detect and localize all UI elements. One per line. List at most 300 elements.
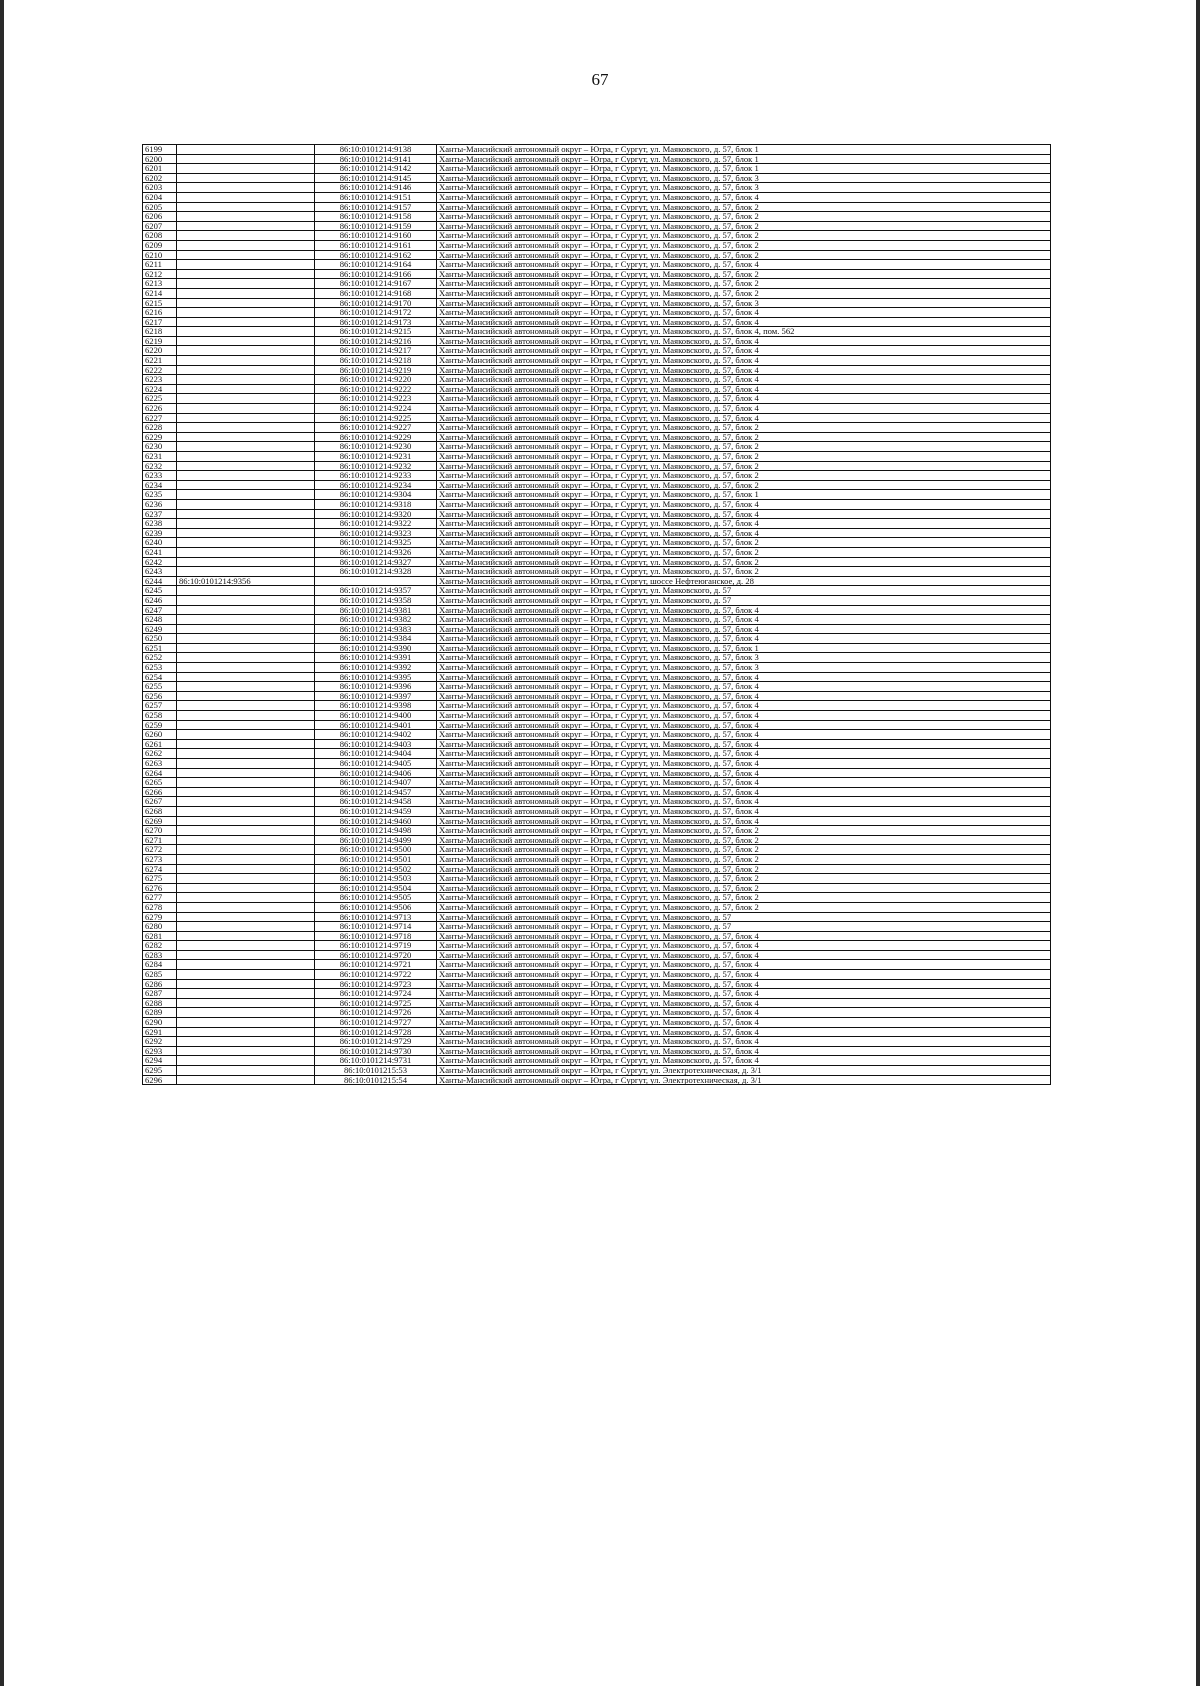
address-cell: Ханты-Мансийский автономный округ – Югра, г Сургут, ул. Маяковского, д. 57, блок 4: [437, 346, 1051, 356]
table-row: [143, 212, 1051, 222]
parent-cadastral-number-cell: [177, 950, 315, 960]
parent-cadastral-number-cell: [177, 701, 315, 711]
table-row: [143, 509, 1051, 519]
cadastral-number-cell: 86:10:0101214:9320: [315, 509, 437, 519]
cadastral-number-cell: 86:10:0101214:9232: [315, 461, 437, 471]
cadastral-number-cell: 86:10:0101214:9730: [315, 1046, 437, 1056]
parent-cadastral-number-cell: [177, 931, 315, 941]
address-cell: Ханты-Мансийский автономный округ – Югра, г Сургут, ул. Маяковского, д. 57, блок 4: [437, 605, 1051, 615]
address-cell: Ханты-Мансийский автономный округ – Югра, г Сургут, ул. Маяковского, д. 57, блок 2: [437, 902, 1051, 912]
address-cell: Ханты-Мансийский автономный округ – Югра, г Сургут, ул. Маяковского, д. 57, блок 2: [437, 288, 1051, 298]
table-row: [143, 423, 1051, 433]
row-number-cell: 6265: [143, 778, 177, 788]
address-cell: Ханты-Мансийский автономный округ – Югра, г Сургут, ул. Маяковского, д. 57, блок 4: [437, 1008, 1051, 1018]
address-cell: Ханты-Мансийский автономный округ – Югра, г Сургут, ул. Маяковского, д. 57, блок 4: [437, 730, 1051, 740]
row-number-cell: 6259: [143, 720, 177, 730]
row-number-cell: 6292: [143, 1037, 177, 1047]
address-cell: Ханты-Мансийский автономный округ – Югра, г Сургут, ул. Маяковского, д. 57, блок 4: [437, 701, 1051, 711]
row-number-cell: 6270: [143, 826, 177, 836]
parent-cadastral-number-cell: [177, 202, 315, 212]
parent-cadastral-number-cell: [177, 212, 315, 222]
parent-cadastral-number-cell: [177, 547, 315, 557]
row-number-cell: 6279: [143, 912, 177, 922]
parent-cadastral-number-cell: [177, 595, 315, 605]
parent-cadastral-number-cell: [177, 989, 315, 999]
address-cell: Ханты-Мансийский автономный округ – Югра, г Сургут, ул. Маяковского, д. 57, блок 4: [437, 711, 1051, 721]
parent-cadastral-number-cell: [177, 519, 315, 529]
parent-cadastral-number-cell: [177, 452, 315, 462]
row-number-cell: 6227: [143, 413, 177, 423]
parent-cadastral-number-cell: [177, 528, 315, 538]
parent-cadastral-number-cell: [177, 711, 315, 721]
cadastral-number-cell: 86:10:0101214:9325: [315, 538, 437, 548]
address-cell: Ханты-Мансийский автономный округ – Югра, г Сургут, ул. Маяковского, д. 57, блок 2: [437, 432, 1051, 442]
address-cell: Ханты-Мансийский автономный округ – Югра, г Сургут, ул. Маяковского, д. 57, блок 1: [437, 145, 1051, 155]
table-row: [143, 317, 1051, 327]
row-number-cell: 6206: [143, 212, 177, 222]
table-row: [143, 298, 1051, 308]
table-row: [143, 778, 1051, 788]
row-number-cell: 6225: [143, 394, 177, 404]
parent-cadastral-number-cell: [177, 145, 315, 155]
row-number-cell: 6243: [143, 567, 177, 577]
parent-cadastral-number-cell: [177, 250, 315, 260]
row-number-cell: 6267: [143, 797, 177, 807]
table-row: [143, 471, 1051, 481]
parent-cadastral-number-cell: [177, 423, 315, 433]
address-cell: Ханты-Мансийский автономный округ – Югра, г Сургут, ул. Маяковского, д. 57, блок 4: [437, 787, 1051, 797]
table-row: [143, 231, 1051, 241]
table-row: [143, 883, 1051, 893]
cadastral-number-cell: 86:10:0101214:9392: [315, 663, 437, 673]
parent-cadastral-number-cell: [177, 336, 315, 346]
cadastral-number-cell: 86:10:0101214:9395: [315, 672, 437, 682]
address-cell: Ханты-Мансийский автономный округ – Югра, г Сургут, ул. Маяковского, д. 57, блок 4: [437, 1018, 1051, 1028]
table-row: [143, 519, 1051, 529]
parent-cadastral-number-cell: [177, 883, 315, 893]
table-row: [143, 365, 1051, 375]
address-cell: Ханты-Мансийский автономный округ – Югра, г Сургут, ул. Электротехническая, д. 3/1: [437, 1066, 1051, 1076]
row-number-cell: 6258: [143, 711, 177, 721]
row-number-cell: 6264: [143, 768, 177, 778]
table-row: [143, 653, 1051, 663]
row-number-cell: 6233: [143, 471, 177, 481]
table-row: [143, 672, 1051, 682]
table-row: [143, 499, 1051, 509]
cadastral-number-cell: 86:10:0101214:9229: [315, 432, 437, 442]
row-number-cell: 6203: [143, 183, 177, 193]
address-cell: Ханты-Мансийский автономный округ – Югра, г Сургут, ул. Маяковского, д. 57, блок 2: [437, 423, 1051, 433]
parent-cadastral-number-cell: [177, 413, 315, 423]
table-row: [143, 806, 1051, 816]
cadastral-number-cell: 86:10:0101214:9167: [315, 279, 437, 289]
row-number-cell: 6291: [143, 1027, 177, 1037]
row-number-cell: 6213: [143, 279, 177, 289]
address-cell: Ханты-Мансийский автономный округ – Югра, г Сургут, ул. Маяковского, д. 57, блок 4: [437, 720, 1051, 730]
parent-cadastral-number-cell: [177, 739, 315, 749]
parent-cadastral-number-cell: [177, 164, 315, 174]
row-number-cell: 6215: [143, 298, 177, 308]
table-row: [143, 192, 1051, 202]
parent-cadastral-number-cell: [177, 653, 315, 663]
parent-cadastral-number-cell: [177, 1018, 315, 1028]
parent-cadastral-number-cell: [177, 960, 315, 970]
table-row: [143, 624, 1051, 634]
parent-cadastral-number-cell: [177, 922, 315, 932]
cadastral-number-cell: 86:10:0101214:9358: [315, 595, 437, 605]
row-number-cell: 6200: [143, 154, 177, 164]
cadastral-number-cell: 86:10:0101214:9401: [315, 720, 437, 730]
row-number-cell: 6221: [143, 356, 177, 366]
address-cell: Ханты-Мансийский автономный округ – Югра, г Сургут, ул. Маяковского, д. 57, блок 4: [437, 336, 1051, 346]
row-number-cell: 6293: [143, 1046, 177, 1056]
row-number-cell: 6218: [143, 327, 177, 337]
address-cell: Ханты-Мансийский автономный округ – Югра, г Сургут, ул. Маяковского, д. 57, блок 2: [437, 231, 1051, 241]
cadastral-number-cell: 86:10:0101214:9138: [315, 145, 437, 155]
parent-cadastral-number-cell: [177, 605, 315, 615]
table-row: [143, 960, 1051, 970]
cadastral-number-cell: 86:10:0101215:54: [315, 1075, 437, 1085]
address-cell: Ханты-Мансийский автономный округ – Югра, г Сургут, ул. Маяковского, д. 57: [437, 922, 1051, 932]
cadastral-number-cell: 86:10:0101214:9720: [315, 950, 437, 960]
cadastral-number-cell: 86:10:0101214:9727: [315, 1018, 437, 1028]
row-number-cell: 6222: [143, 365, 177, 375]
address-cell: Ханты-Мансийский автономный округ – Югра, г Сургут, ул. Маяковского, д. 57, блок 2: [437, 212, 1051, 222]
address-cell: Ханты-Мансийский автономный округ – Югра, г Сургут, ул. Маяковского, д. 57, блок 4: [437, 634, 1051, 644]
address-cell: Ханты-Мансийский автономный округ – Югра, г Сургут, ул. Маяковского, д. 57, блок 4: [437, 365, 1051, 375]
parent-cadastral-number-cell: [177, 845, 315, 855]
row-number-cell: 6214: [143, 288, 177, 298]
parent-cadastral-number-cell: [177, 260, 315, 270]
table-row: [143, 567, 1051, 577]
row-number-cell: 6283: [143, 950, 177, 960]
table-row: [143, 461, 1051, 471]
parent-cadastral-number-cell: [177, 490, 315, 500]
address-cell: Ханты-Мансийский автономный округ – Югра, г Сургут, ул. Маяковского, д. 57, блок 4: [437, 941, 1051, 951]
table-row: [143, 404, 1051, 414]
table-row: [143, 260, 1051, 270]
row-number-cell: 6276: [143, 883, 177, 893]
address-cell: Ханты-Мансийский автономный округ – Югра, г Сургут, ул. Маяковского, д. 57, блок 2: [437, 874, 1051, 884]
cadastral-number-cell: 86:10:0101214:9724: [315, 989, 437, 999]
row-number-cell: 6211: [143, 260, 177, 270]
parent-cadastral-number-cell: [177, 787, 315, 797]
table-row: [143, 221, 1051, 231]
parent-cadastral-number-cell: [177, 317, 315, 327]
cadastral-number-cell: 86:10:0101214:9405: [315, 759, 437, 769]
table-row: [143, 826, 1051, 836]
address-cell: Ханты-Мансийский автономный округ – Югра, г Сургут, ул. Маяковского, д. 57, блок 4: [437, 1027, 1051, 1037]
address-cell: Ханты-Мансийский автономный округ – Югра, г Сургут, ул. Маяковского, д. 57, блок 3: [437, 653, 1051, 663]
row-number-cell: 6280: [143, 922, 177, 932]
table-row: [143, 480, 1051, 490]
cadastral-number-cell: 86:10:0101214:9718: [315, 931, 437, 941]
table-row: [143, 183, 1051, 193]
cadastral-number-cell: 86:10:0101214:9227: [315, 423, 437, 433]
parent-cadastral-number-cell: [177, 1027, 315, 1037]
table-row: [143, 912, 1051, 922]
parent-cadastral-number-cell: [177, 404, 315, 414]
cadastral-number-cell: 86:10:0101214:9402: [315, 730, 437, 740]
table-row: [143, 874, 1051, 884]
table-row: [143, 749, 1051, 759]
table-row: [143, 1008, 1051, 1018]
address-cell: Ханты-Мансийский автономный округ – Югра, г Сургут, ул. Маяковского, д. 57, блок 4: [437, 394, 1051, 404]
cadastral-number-cell: 86:10:0101214:9233: [315, 471, 437, 481]
address-cell: Ханты-Мансийский автономный округ – Югра, г Сургут, ул. Маяковского, д. 57: [437, 595, 1051, 605]
row-number-cell: 6252: [143, 653, 177, 663]
row-number-cell: 6275: [143, 874, 177, 884]
table-row: [143, 1075, 1051, 1085]
row-number-cell: 6216: [143, 308, 177, 318]
parent-cadastral-number-cell: [177, 375, 315, 385]
address-cell: Ханты-Мансийский автономный округ – Югра, г Сургут, ул. Маяковского, д. 57, блок 4, пом. 562: [437, 327, 1051, 337]
row-number-cell: 6235: [143, 490, 177, 500]
row-number-cell: 6285: [143, 970, 177, 980]
address-cell: Ханты-Мансийский автономный округ – Югра, г Сургут, ул. Маяковского, д. 57, блок 4: [437, 384, 1051, 394]
table-row: [143, 384, 1051, 394]
parent-cadastral-number-cell: [177, 567, 315, 577]
table-row: [143, 634, 1051, 644]
parent-cadastral-number-cell: [177, 442, 315, 452]
table-row: [143, 941, 1051, 951]
parent-cadastral-number-cell: [177, 826, 315, 836]
cadastral-number-cell: 86:10:0101214:9714: [315, 922, 437, 932]
row-number-cell: 6281: [143, 931, 177, 941]
address-cell: Ханты-Мансийский автономный округ – Югра, г Сургут, ул. Маяковского, д. 57, блок 3: [437, 298, 1051, 308]
row-number-cell: 6282: [143, 941, 177, 951]
table-row: [143, 902, 1051, 912]
table-row: [143, 442, 1051, 452]
cadastral-number-cell: 86:10:0101214:9728: [315, 1027, 437, 1037]
table-row: [143, 452, 1051, 462]
cadastral-number-cell: 86:10:0101214:9166: [315, 269, 437, 279]
address-cell: Ханты-Мансийский автономный округ – Югра, г Сургут, ул. Маяковского, д. 57, блок 4: [437, 691, 1051, 701]
address-cell: Ханты-Мансийский автономный округ – Югра, г Сургут, ул. Маяковского, д. 57, блок 4: [437, 672, 1051, 682]
parent-cadastral-number-cell: [177, 864, 315, 874]
table-row: [143, 979, 1051, 989]
parent-cadastral-number-cell: [177, 192, 315, 202]
row-number-cell: 6246: [143, 595, 177, 605]
parent-cadastral-number-cell: [177, 998, 315, 1008]
address-cell: Ханты-Мансийский автономный округ – Югра, г Сургут, ул. Маяковского, д. 57, блок 2: [437, 883, 1051, 893]
cadastral-number-cell: 86:10:0101214:9234: [315, 480, 437, 490]
row-number-cell: 6220: [143, 346, 177, 356]
row-number-cell: 6286: [143, 979, 177, 989]
table-row: [143, 854, 1051, 864]
row-number-cell: 6271: [143, 835, 177, 845]
cadastral-number-cell: 86:10:0101214:9400: [315, 711, 437, 721]
cadastral-number-cell: 86:10:0101214:9231: [315, 452, 437, 462]
address-cell: Ханты-Мансийский автономный округ – Югра, г Сургут, ул. Маяковского, д. 57, блок 4: [437, 499, 1051, 509]
table-row: [143, 759, 1051, 769]
parent-cadastral-number-cell: [177, 806, 315, 816]
address-cell: Ханты-Мансийский автономный округ – Югра, г Сургут, ул. Маяковского, д. 57, блок 4: [437, 375, 1051, 385]
row-number-cell: 6245: [143, 586, 177, 596]
row-number-cell: 6278: [143, 902, 177, 912]
table-row: [143, 250, 1051, 260]
table-row: [143, 691, 1051, 701]
cadastral-number-cell: 86:10:0101214:9162: [315, 250, 437, 260]
row-number-cell: 6260: [143, 730, 177, 740]
row-number-cell: 6219: [143, 336, 177, 346]
table-row: [143, 720, 1051, 730]
table-row: [143, 1037, 1051, 1047]
row-number-cell: 6208: [143, 231, 177, 241]
table-row: [143, 1066, 1051, 1076]
parent-cadastral-number-cell: [177, 672, 315, 682]
table-row: [143, 432, 1051, 442]
cadastral-number-cell: 86:10:0101214:9230: [315, 442, 437, 452]
table-row: [143, 308, 1051, 318]
address-cell: Ханты-Мансийский автономный округ – Югра, г Сургут, ул. Маяковского, д. 57, блок 2: [437, 557, 1051, 567]
table-row: [143, 576, 1051, 586]
row-number-cell: 6256: [143, 691, 177, 701]
cadastral-number-cell: 86:10:0101214:9164: [315, 260, 437, 270]
cadastral-number-cell: 86:10:0101214:9396: [315, 682, 437, 692]
address-cell: Ханты-Мансийский автономный округ – Югра, г Сургут, ул. Маяковского, д. 57, блок 4: [437, 950, 1051, 960]
row-number-cell: 6273: [143, 854, 177, 864]
row-number-cell: 6207: [143, 221, 177, 231]
cadastral-number-cell: 86:10:0101214:9505: [315, 893, 437, 903]
row-number-cell: 6232: [143, 461, 177, 471]
parent-cadastral-number-cell: [177, 461, 315, 471]
row-number-cell: 6255: [143, 682, 177, 692]
cadastral-number-cell: 86:10:0101214:9223: [315, 394, 437, 404]
parent-cadastral-number-cell: [177, 154, 315, 164]
row-number-cell: 6269: [143, 816, 177, 826]
cadastral-number-cell: 86:10:0101214:9304: [315, 490, 437, 500]
cadastral-number-cell: 86:10:0101214:9403: [315, 739, 437, 749]
row-number-cell: 6230: [143, 442, 177, 452]
row-number-cell: 6284: [143, 960, 177, 970]
table-row: [143, 164, 1051, 174]
cadastral-number-cell: 86:10:0101214:9357: [315, 586, 437, 596]
table-row: [143, 154, 1051, 164]
table-row: [143, 663, 1051, 673]
row-number-cell: 6296: [143, 1075, 177, 1085]
address-cell: Ханты-Мансийский автономный округ – Югра, г Сургут, ул. Маяковского, д. 57, блок 2: [437, 471, 1051, 481]
parent-cadastral-number-cell: [177, 173, 315, 183]
table-row: [143, 1046, 1051, 1056]
cadastral-number-cell: 86:10:0101214:9504: [315, 883, 437, 893]
row-number-cell: 6287: [143, 989, 177, 999]
address-cell: Ханты-Мансийский автономный округ – Югра, г Сургут, шоссе Нефтеюганское, д. 28: [437, 576, 1051, 586]
cadastral-number-cell: 86:10:0101214:9398: [315, 701, 437, 711]
table-row: [143, 375, 1051, 385]
parent-cadastral-number-cell: [177, 835, 315, 845]
page-number: 67: [591, 70, 609, 89]
table-row: [143, 931, 1051, 941]
cadastral-number-cell: 86:10:0101214:9381: [315, 605, 437, 615]
cadastral-number-cell: 86:10:0101214:9141: [315, 154, 437, 164]
cadastral-number-cell: 86:10:0101214:9172: [315, 308, 437, 318]
cadastral-number-cell: 86:10:0101214:9318: [315, 499, 437, 509]
cadastral-number-cell: 86:10:0101214:9457: [315, 787, 437, 797]
address-cell: Ханты-Мансийский автономный округ – Югра, г Сургут, ул. Маяковского, д. 57, блок 4: [437, 519, 1051, 529]
row-number-cell: 6238: [143, 519, 177, 529]
row-number-cell: 6254: [143, 672, 177, 682]
address-cell: Ханты-Мансийский автономный округ – Югра, г Сургут, ул. Маяковского, д. 57, блок 4: [437, 1046, 1051, 1056]
address-cell: Ханты-Мансийский автономный округ – Югра, г Сургут, ул. Маяковского, д. 57, блок 3: [437, 183, 1051, 193]
parent-cadastral-number-cell: [177, 778, 315, 788]
row-number-cell: 6229: [143, 432, 177, 442]
row-number-cell: 6247: [143, 605, 177, 615]
parent-cadastral-number-cell: [177, 240, 315, 250]
parent-cadastral-number-cell: [177, 509, 315, 519]
parent-cadastral-number-cell: [177, 730, 315, 740]
cadastral-number-cell: 86:10:0101214:9722: [315, 970, 437, 980]
parent-cadastral-number-cell: [177, 691, 315, 701]
cadastral-number-cell: 86:10:0101214:9406: [315, 768, 437, 778]
cadastral-number-cell: 86:10:0101214:9719: [315, 941, 437, 951]
address-cell: Ханты-Мансийский автономный округ – Югра, г Сургут, ул. Маяковского, д. 57, блок 4: [437, 509, 1051, 519]
row-number-cell: 6241: [143, 547, 177, 557]
address-cell: Ханты-Мансийский автономный округ – Югра, г Сургут, ул. Маяковского, д. 57, блок 2: [437, 567, 1051, 577]
address-cell: Ханты-Мансийский автономный округ – Югра, г Сургут, ул. Маяковского, д. 57, блок 2: [437, 269, 1051, 279]
cadastral-number-cell: 86:10:0101214:9391: [315, 653, 437, 663]
cadastral-number-cell: 86:10:0101214:9726: [315, 1008, 437, 1018]
table-row: [143, 893, 1051, 903]
address-cell: Ханты-Мансийский автономный округ – Югра, г Сургут, ул. Маяковского, д. 57, блок 4: [437, 528, 1051, 538]
parent-cadastral-number-cell: [177, 356, 315, 366]
table-row: [143, 413, 1051, 423]
parent-cadastral-number-cell: [177, 1056, 315, 1066]
cadastral-number-cell: 86:10:0101214:9383: [315, 624, 437, 634]
table-row: [143, 615, 1051, 625]
address-cell: Ханты-Мансийский автономный округ – Югра, г Сургут, ул. Маяковского, д. 57, блок 2: [437, 202, 1051, 212]
address-cell: Ханты-Мансийский автономный округ – Югра, г Сургут, ул. Маяковского, д. 57, блок 1: [437, 490, 1051, 500]
table-row: [143, 787, 1051, 797]
parent-cadastral-number-cell: [177, 768, 315, 778]
parent-cadastral-number-cell: [177, 854, 315, 864]
address-cell: Ханты-Мансийский автономный округ – Югра, г Сургут, ул. Маяковского, д. 57, блок 4: [437, 970, 1051, 980]
row-number-cell: 6201: [143, 164, 177, 174]
scan-edge-left: [0, 0, 4, 1686]
address-cell: Ханты-Мансийский автономный округ – Югра, г Сургут, ул. Маяковского, д. 57, блок 4: [437, 615, 1051, 625]
row-number-cell: 6224: [143, 384, 177, 394]
address-cell: Ханты-Мансийский автономный округ – Югра, г Сургут, ул. Маяковского, д. 57, блок 4: [437, 797, 1051, 807]
cadastral-number-cell: 86:10:0101214:9220: [315, 375, 437, 385]
parent-cadastral-number-cell: [177, 327, 315, 337]
row-number-cell: 6228: [143, 423, 177, 433]
cadastral-number-cell: 86:10:0101214:9142: [315, 164, 437, 174]
table-row: [143, 711, 1051, 721]
address-cell: Ханты-Мансийский автономный округ – Югра, г Сургут, ул. Маяковского, д. 57, блок 4: [437, 816, 1051, 826]
row-number-cell: 6268: [143, 806, 177, 816]
table-row: [143, 1056, 1051, 1066]
address-cell: Ханты-Мансийский автономный округ – Югра, г Сургут, ул. Маяковского, д. 57, блок 4: [437, 806, 1051, 816]
table-row: [143, 394, 1051, 404]
parent-cadastral-number-cell: [177, 499, 315, 509]
address-cell: Ханты-Мансийский автономный округ – Югра, г Сургут, ул. Маяковского, д. 57, блок 1: [437, 643, 1051, 653]
address-cell: Ханты-Мансийский автономный округ – Югра, г Сургут, ул. Маяковского, д. 57, блок 2: [437, 240, 1051, 250]
cadastral-number-cell: 86:10:0101214:9160: [315, 231, 437, 241]
parent-cadastral-number-cell: [177, 480, 315, 490]
row-number-cell: 6202: [143, 173, 177, 183]
cadastral-number-cell: 86:10:0101214:9215: [315, 327, 437, 337]
cadastral-number-cell: 86:10:0101214:9327: [315, 557, 437, 567]
table-row: [143, 864, 1051, 874]
cadastral-number-cell: 86:10:0101214:9218: [315, 356, 437, 366]
parent-cadastral-number-cell: [177, 1037, 315, 1047]
parent-cadastral-number-cell: [177, 394, 315, 404]
table-row: [143, 730, 1051, 740]
cadastral-number-cell: 86:10:0101214:9382: [315, 615, 437, 625]
parent-cadastral-number-cell: [177, 979, 315, 989]
cadastral-number-cell: 86:10:0101214:9397: [315, 691, 437, 701]
row-number-cell: 6249: [143, 624, 177, 634]
